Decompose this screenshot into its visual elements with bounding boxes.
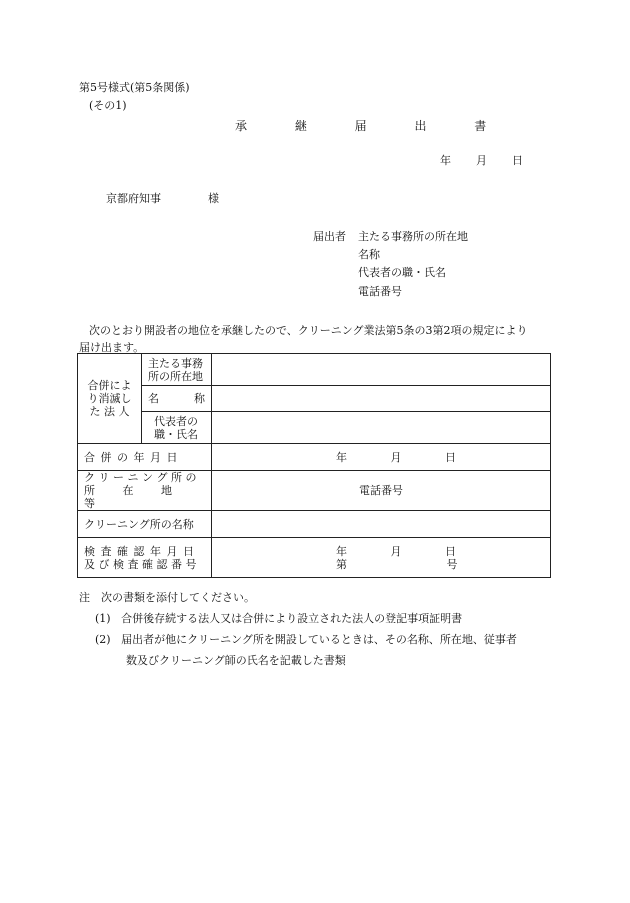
office-address-label: 主たる事務 所の所在地	[142, 354, 212, 386]
note-item-1: (1) 合併後存続する法人又は合併により設立された法人の登記事項証明書	[95, 612, 463, 625]
addressee: 京都府知事	[106, 192, 161, 205]
shop-location-field[interactable]: 電話番号	[212, 471, 551, 511]
date-day: 日	[512, 154, 523, 167]
applicant-name-label: 名称	[358, 248, 380, 261]
applicant-rep-label: 代表者の職・氏名	[358, 266, 446, 279]
inspection-label: 検 査 確 認 年 月 日 及 び 検 査 確 認 番 号	[78, 538, 212, 578]
intro-line-2: 届け出ます。	[79, 341, 145, 354]
applicant-address-label: 主たる事務所の所在地	[358, 230, 468, 243]
representative-field[interactable]	[212, 412, 551, 444]
document-title: 承 継 届 出 書	[235, 119, 509, 133]
form-subnumber: (その1)	[89, 99, 127, 112]
merger-date-field[interactable]: 年 月 日	[212, 444, 551, 471]
notes-heading: 注 次の書類を添付してください。	[79, 591, 255, 604]
shop-location-label: ク リ ー ニ ン グ 所 の 所 在 地 等	[78, 471, 212, 511]
intro-line-1: 次のとおり開設者の地位を承継したので、クリーニング業法第5条の3第2項の規定により	[89, 324, 528, 337]
applicant-phone-label: 電話番号	[358, 285, 402, 298]
succession-form-table	[77, 353, 551, 578]
name-label: 名 称	[142, 386, 212, 412]
applicant-label: 届出者	[313, 230, 346, 243]
office-address-field[interactable]	[212, 354, 551, 386]
form-number: 第5号様式(第5条関係)	[79, 81, 190, 94]
shop-name-field[interactable]	[212, 511, 551, 538]
note-item-2-continued: 数及びクリーニング師の氏名を記載した書類	[126, 654, 346, 667]
date-year: 年	[440, 154, 451, 167]
inspection-field[interactable]: 年 月 日 第 号	[212, 538, 551, 578]
representative-label: 代表者の 職・氏名	[142, 412, 212, 444]
merged-corporation-label: 合併によ り消滅し た 法 人	[78, 354, 142, 444]
addressee-honorific: 様	[208, 192, 219, 205]
merger-date-label: 合 併 の 年 月 日	[78, 444, 212, 471]
date-month: 月	[476, 154, 487, 167]
shop-name-label: クリーニング所の名称	[78, 511, 212, 538]
note-item-2: (2) 届出者が他にクリーニング所を開設しているときは、その名称、所在地、従事者	[95, 633, 517, 646]
name-field[interactable]	[212, 386, 551, 412]
notes-section	[79, 587, 517, 671]
